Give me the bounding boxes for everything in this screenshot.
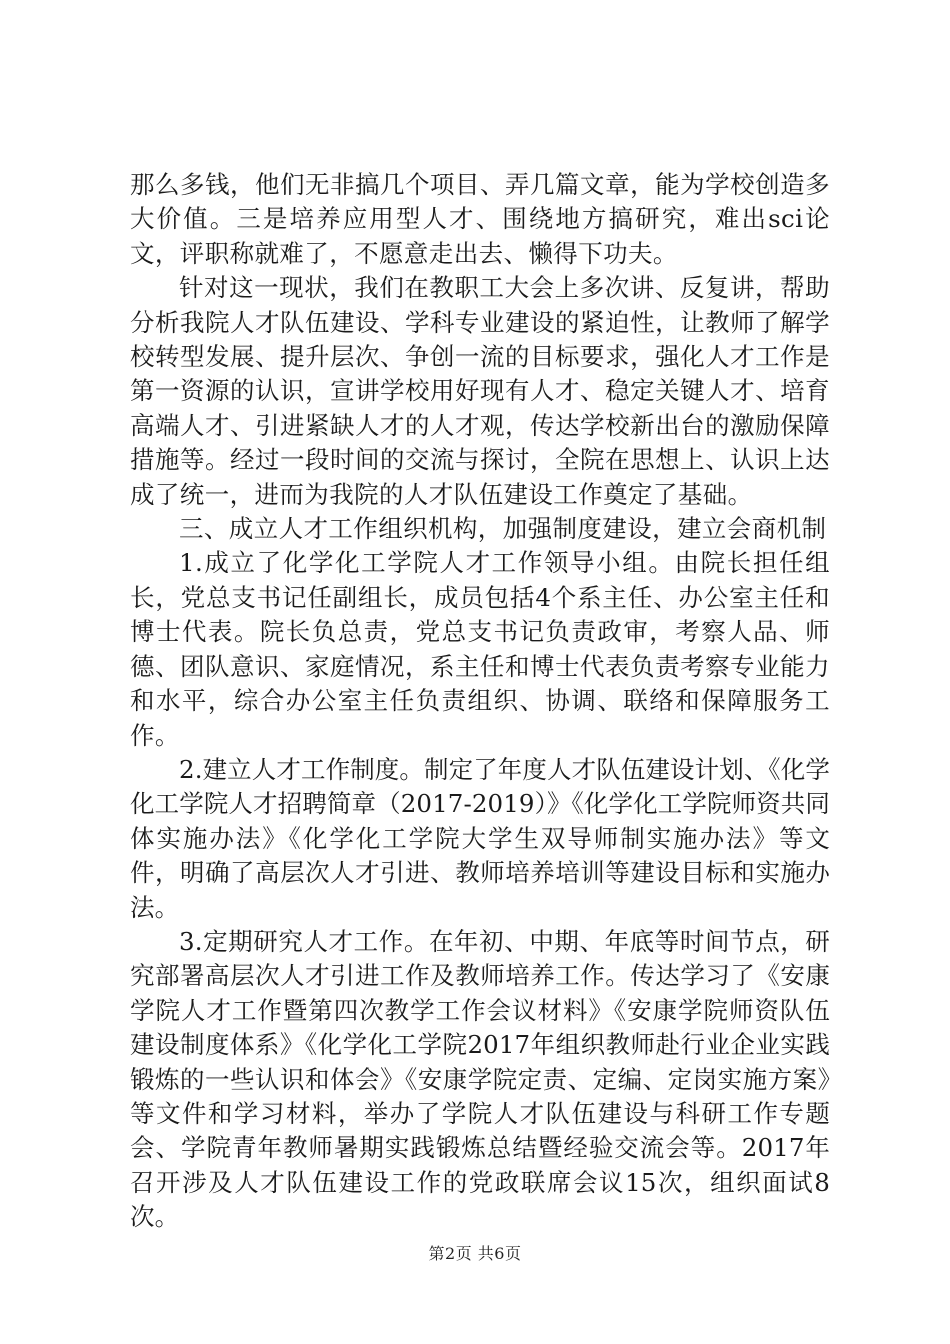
paragraph-current-situation: 针对这一现状，我们在教职工大会上多次讲、反复讲，帮助分析我院人才队伍建设、学科专业建设的紧迫性，让教师了解学校转型发展、提升层次、争创一流的目标要求，强化人才工作是第一资源的认识，宣讲学校用好现有人才、稳定关键人才、培育高端人才、引进紧缺人才的人才观，传达学校新出台的激励保障措施等。经过一段时间的交流与探讨，全院在思想上、认识上达成了统一，进而为我院的人才队伍建设工作奠定了基础。: [130, 273, 830, 509]
paragraph-continuation: 那么多钱，他们无非搞几个项目、弄几篇文章，能为学校创造多大价值。三是培养应用型人才、围绕地方搞研究，难出sci论文，评职称就难了，不愿意走出去、懒得下功夫。: [130, 170, 830, 268]
document-body: [130, 168, 830, 1235]
section-heading-three: 三、成立人才工作组织机构，加强制度建设，建立会商机制: [179, 514, 827, 544]
paragraph-item-2: 2.建立人才工作制度。制定了年度人才队伍建设计划、《化学化工学院人才招聘简章（2017-2019）》《化学化工学院师资共同体实施办法》《化学化工学院大学生双导师制实施办法》等文件，明确了高层次人才引进、教师培养培训等建设目标和实施办法。: [130, 754, 830, 922]
paragraph-item-1: 1.成立了化学化工学院人才工作领导小组。由院长担任组长，党总支书记任副组长，成员包括4个系主任、办公室主任和博士代表。院长负总责，党总支书记负责政审，考察人品、师德、团队意识、家庭情况，系主任和博士代表负责考察专业能力和水平，综合办公室主任负责组织、协调、联络和保障服务工作。: [130, 548, 830, 750]
page-footer: 第2页 共6页: [428, 1244, 522, 1263]
paragraph-item-3: 3.定期研究人才工作。在年初、中期、年底等时间节点，研究部署高层次人才引进工作及教师培养工作。传达学习了《安康学院人才工作暨第四次教学工作会议材料》《安康学院师资队伍建设制度体系》《化学化工学院2017年组织教师赴行业企业实践锻炼的一些认识和体会》《安康学院定责、定编、定岗实施方案》等文件和学习材料，举办了学院人才队伍建设与科研工作专题会、学院青年教师暑期实践锻炼总结暨经验交流会等。2017年召开涉及人才队伍建设工作的党政联席会议15次，组织面试8次。: [130, 926, 830, 1232]
